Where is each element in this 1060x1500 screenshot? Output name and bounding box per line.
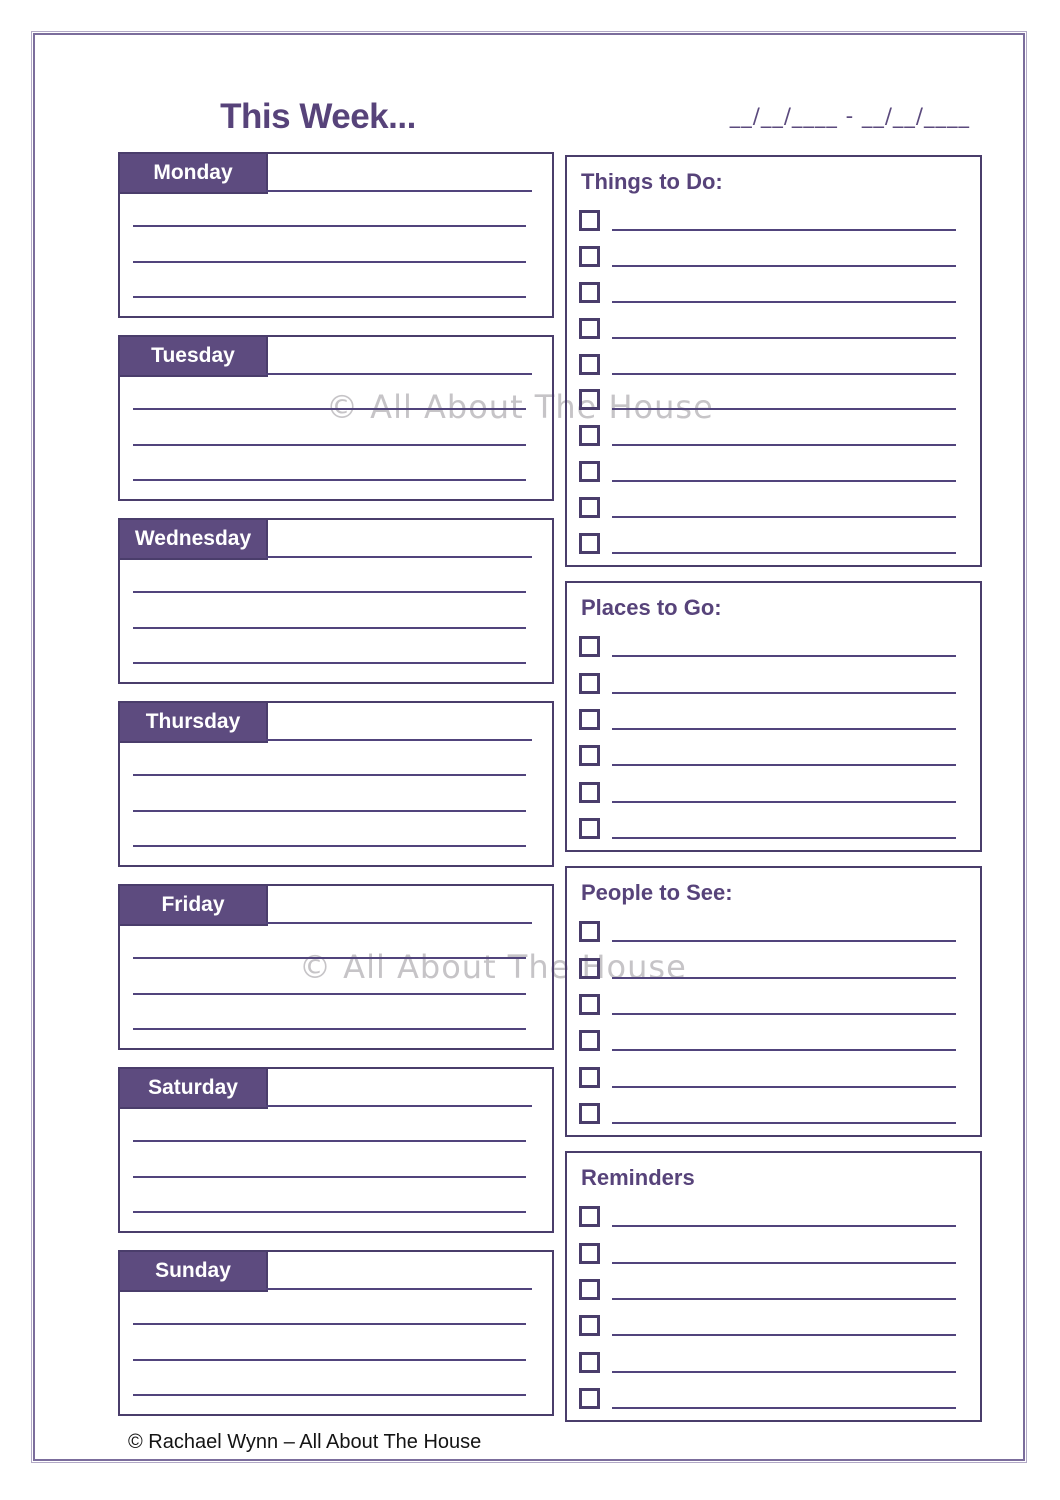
watermark: © All About The House [299,948,687,986]
checklist-people-to-see [565,866,982,1137]
checklist-label-things-to-do: Things to Do: [581,169,723,194]
checkbox[interactable] [579,1352,600,1373]
checkbox[interactable] [579,745,600,766]
checklist-row [579,625,958,661]
checkbox[interactable] [579,921,600,942]
write-line[interactable] [133,375,526,410]
day-lines [120,741,552,847]
write-line[interactable] [266,1288,532,1290]
checklist-row [579,235,958,271]
footer-credit: © Rachael Wynn – All About The House [128,1431,482,1453]
day-box-sunday [118,1250,554,1416]
watermark: © All About The House [326,388,714,426]
checkbox[interactable] [579,1315,600,1336]
write-line[interactable] [133,995,526,1030]
checkbox[interactable] [579,1243,600,1264]
day-lines [120,375,552,481]
write-line[interactable] [612,552,956,554]
checklist-row [579,1377,958,1413]
checklist-row [579,661,958,697]
checkbox[interactable] [579,636,600,657]
checklist-row [579,1195,958,1231]
checklist-row [579,983,958,1019]
day-tab-friday: Friday [118,884,268,926]
day-tab-thursday: Thursday [118,701,268,743]
write-line[interactable] [266,739,532,741]
checklist-label-places-to-go: Places to Go: [581,595,722,620]
day-tab-monday: Monday [118,152,268,194]
day-lines [120,924,552,1030]
day-lines [120,1107,552,1213]
write-line[interactable] [133,446,526,481]
checklist-things-to-do [565,155,982,567]
checklist-row [579,271,958,307]
write-line[interactable] [133,558,526,593]
checkbox[interactable] [579,1206,600,1227]
write-line[interactable] [612,764,956,766]
write-line[interactable] [612,444,956,446]
write-line[interactable] [133,227,526,262]
checklist-rows [579,910,958,1128]
write-line[interactable] [612,977,956,979]
checkbox[interactable] [579,461,600,482]
day-header-row [120,1252,552,1290]
checklist-label-people-to-see: People to See: [581,880,733,905]
checklist-row [579,946,958,982]
checkbox[interactable] [579,958,600,979]
checkbox[interactable] [579,425,600,446]
checklist-row [579,1231,958,1267]
day-lines [120,1290,552,1396]
write-line[interactable] [266,556,532,558]
write-line[interactable] [133,1107,526,1142]
checklist-row [579,910,958,946]
day-box-friday [118,884,554,1050]
write-line[interactable] [612,728,956,730]
write-line[interactable] [133,776,526,811]
write-line[interactable] [612,837,956,839]
day-lines [120,192,552,298]
day-lines [120,558,552,664]
checkbox[interactable] [579,1279,600,1300]
write-line[interactable] [266,922,532,924]
checkbox[interactable] [579,318,600,339]
checkbox[interactable] [579,533,600,554]
write-line[interactable] [612,1049,956,1051]
write-line[interactable] [612,229,956,231]
checklist-row [579,379,958,415]
checkbox[interactable] [579,246,600,267]
checklist-rows [579,625,958,843]
checklist-row [579,698,958,734]
page-title: This Week... [220,97,416,136]
write-line[interactable] [612,1262,956,1264]
write-line[interactable] [612,1225,956,1227]
write-line[interactable] [612,1298,956,1300]
write-line[interactable] [612,692,956,694]
checklist-rows [579,199,958,558]
day-header-row [120,520,552,558]
write-line[interactable] [612,1334,956,1336]
day-box-thursday [118,701,554,867]
checklist-row [579,734,958,770]
write-line[interactable] [612,655,956,657]
write-line[interactable] [612,1122,956,1124]
checkbox[interactable] [579,818,600,839]
write-line[interactable] [266,1105,532,1107]
write-line[interactable] [612,301,956,303]
write-line[interactable] [133,924,526,959]
write-line[interactable] [133,812,526,847]
day-header-row [120,337,552,375]
checkbox[interactable] [579,497,600,518]
checkbox[interactable] [579,354,600,375]
write-line[interactable] [133,1361,526,1396]
checklist-reminders [565,1151,982,1422]
checkbox[interactable] [579,673,600,694]
checklist-row [579,414,958,450]
checkbox[interactable] [579,210,600,231]
write-line[interactable] [133,741,526,776]
checklist-row [579,343,958,379]
checkbox[interactable] [579,994,600,1015]
write-line[interactable] [612,1407,956,1409]
write-line[interactable] [133,1325,526,1360]
write-line[interactable] [612,337,956,339]
write-line[interactable] [612,801,956,803]
checklist-row [579,770,958,806]
day-box-tuesday [118,335,554,501]
checklist-row [579,307,958,343]
write-line[interactable] [133,1290,526,1325]
checklist-row [579,450,958,486]
write-line[interactable] [266,190,532,192]
write-line[interactable] [612,1013,956,1015]
write-line[interactable] [133,263,526,298]
write-line[interactable] [612,516,956,518]
day-tab-saturday: Saturday [118,1067,268,1109]
day-box-saturday [118,1067,554,1233]
write-line[interactable] [612,265,956,267]
checkbox[interactable] [579,1067,600,1088]
write-line[interactable] [133,959,526,994]
write-line[interactable] [612,1086,956,1088]
checklist-row [579,522,958,558]
checklist-row [579,1340,958,1376]
checklist-rows [579,1195,958,1413]
checkbox[interactable] [579,1103,600,1124]
checkbox[interactable] [579,1388,600,1409]
day-box-monday [118,152,554,318]
day-tab-tuesday: Tuesday [118,335,268,377]
checklist-row [579,486,958,522]
checkbox[interactable] [579,782,600,803]
checklist-row [579,1092,958,1128]
checklist-row [579,199,958,235]
checklist-places-to-go [565,581,982,852]
write-line[interactable] [612,373,956,375]
day-header-row [120,154,552,192]
checkbox[interactable] [579,282,600,303]
write-line[interactable] [133,192,526,227]
write-line[interactable] [133,593,526,628]
checklist-row [579,807,958,843]
day-tab-wednesday: Wednesday [118,518,268,560]
write-line[interactable] [133,410,526,445]
checkbox[interactable] [579,389,600,410]
checklist-label-reminders: Reminders [581,1165,695,1190]
checkbox[interactable] [579,1030,600,1051]
day-tab-sunday: Sunday [118,1250,268,1292]
checklists-column [565,155,982,1422]
write-line[interactable] [612,480,956,482]
write-line[interactable] [612,408,956,410]
day-header-row [120,886,552,924]
checklist-row [579,1268,958,1304]
checkbox[interactable] [579,709,600,730]
write-line[interactable] [133,1142,526,1177]
write-line[interactable] [266,373,532,375]
write-line[interactable] [612,940,956,942]
write-line[interactable] [133,629,526,664]
day-box-wednesday [118,518,554,684]
checklist-row [579,1304,958,1340]
checklist-row [579,1055,958,1091]
date-range-field[interactable]: __/__/____ - __/__/____ [729,104,970,128]
checklist-row [579,1019,958,1055]
write-line[interactable] [133,1178,526,1213]
day-header-row [120,703,552,741]
write-line[interactable] [612,1371,956,1373]
days-column [118,152,554,1416]
day-header-row [120,1069,552,1107]
